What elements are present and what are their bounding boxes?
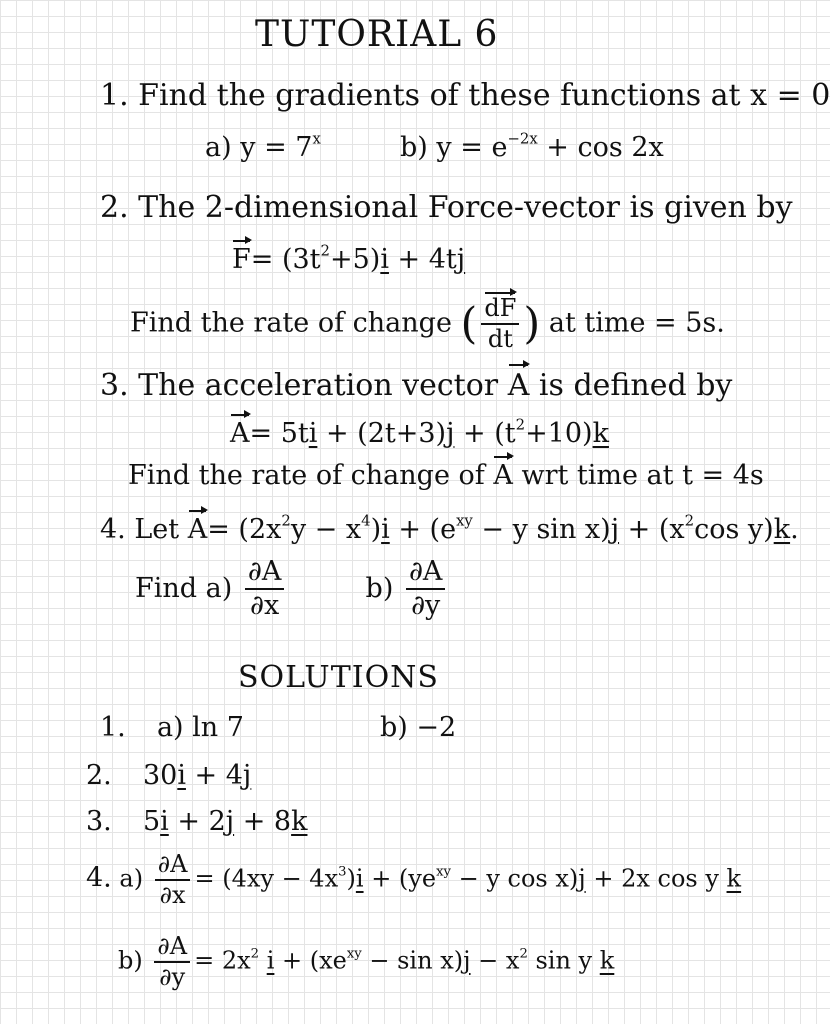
- problem-1a: a) $y = 7^x$: [205, 129, 321, 163]
- problem-2-equation: $F= (3t^2+5)i + 4tj$: [232, 241, 466, 275]
- problem-number: 2.: [100, 190, 129, 225]
- problem-4: 4. Let $A= (2x^2y - x^4)i + (e^{xy} - y$ $\sin x)j + (x^2\cos$ y)k.: [100, 511, 799, 545]
- unit-vector-i: i: [381, 514, 390, 545]
- problem-3-rate: Find the rate of change of A wrt time at t = 4s: [128, 460, 764, 491]
- vector-A: A: [507, 368, 530, 403]
- partial-fraction-b: $\frac{\partial A}{\partial y}$: [406, 558, 445, 621]
- unit-vector-j: j: [446, 418, 455, 449]
- vector-A: A: [187, 514, 208, 545]
- unit-vector-i: i: [177, 760, 186, 791]
- unit-vector-i: i: [355, 864, 364, 893]
- unit-vector-i: i: [308, 418, 318, 449]
- partial-fraction-a: $\frac{\partial A}{\partial x}$: [245, 558, 284, 621]
- problem-number: 1.: [100, 78, 129, 113]
- derivative-fraction: $\frac{dF}{dt}$: [481, 296, 519, 352]
- solution-1: 1. a) ln 7: [100, 712, 244, 743]
- problem-4-find: Find a) $\frac{\partial A}{\partial x}$ b) $\frac{\partial A}{\partial y}$: [135, 558, 449, 621]
- page-title: TUTORIAL 6: [255, 14, 499, 55]
- problem-text: Find the gradients of these functions at x = 0: [138, 78, 830, 113]
- unit-vector-i: i: [266, 946, 275, 975]
- solution-4a: 4. a) $\frac{\partial A}{\partial x}$ = $(4xy - 4x^3)i + (ye^{xy} - y$ cos x)j + 2x cos y k: [86, 850, 742, 910]
- unit-vector-k: k: [592, 418, 609, 449]
- problem-3-equation: $A= 5ti + (2t+3)j + (t^2+10)k$: [230, 415, 609, 449]
- problem-number: 4.: [100, 514, 126, 545]
- solution-number: 4.: [86, 862, 112, 894]
- solution-3: 3. 5i + 2j + 8k: [86, 806, 308, 837]
- unit-vector-k: k: [291, 806, 308, 837]
- unit-vector-j: j: [225, 806, 235, 837]
- partial-fraction-y: $\frac{\partial A}{\partial y}$: [154, 934, 190, 990]
- unit-vector-k: k: [726, 864, 742, 893]
- unit-vector-j: j: [463, 946, 471, 975]
- unit-vector-j: j: [242, 760, 252, 791]
- solution-4b: b) $\frac{\partial A}{\partial y}$ = $2x^2$ $i + (xe^{xy} - \sin x)j - x^2$ sin y k: [118, 932, 615, 992]
- problem-number: 3.: [100, 368, 129, 403]
- problem-1b: b) $y = e^{-2x} + \cos 2x$: [400, 129, 664, 163]
- vector-A: A: [230, 418, 250, 449]
- problem-2-rate: Find the rate of change ( $\frac{dF}{dt}$ ) at time = 5s.: [130, 294, 725, 354]
- solution-number: 3.: [86, 806, 112, 837]
- solution-number: 2.: [86, 760, 112, 791]
- solution-1b: b) −2: [380, 712, 457, 743]
- solutions-heading: SOLUTIONS: [238, 660, 439, 695]
- partial-fraction-x: $\frac{\partial A}{\partial x}$: [155, 852, 191, 908]
- unit-vector-j: j: [610, 514, 620, 545]
- unit-vector-k: k: [773, 514, 791, 545]
- vector-A: A: [493, 460, 513, 491]
- problem-2: [100, 190, 793, 225]
- solution-2: 2. 30i + 4j: [86, 760, 252, 791]
- unit-vector-k: k: [599, 946, 615, 975]
- problem-3: 3. The acceleration vector A is defined by: [100, 368, 733, 403]
- unit-vector-i: i: [160, 806, 169, 837]
- unit-vector-j: j: [578, 864, 586, 893]
- solution-number: 1.: [100, 712, 126, 743]
- problem-text: The 2-dimensional Force-vector is given by: [138, 190, 793, 225]
- unit-vector-i: i: [380, 244, 389, 275]
- vector-F: F: [232, 244, 251, 275]
- unit-vector-j: j: [456, 244, 466, 275]
- problem-1: [100, 78, 830, 113]
